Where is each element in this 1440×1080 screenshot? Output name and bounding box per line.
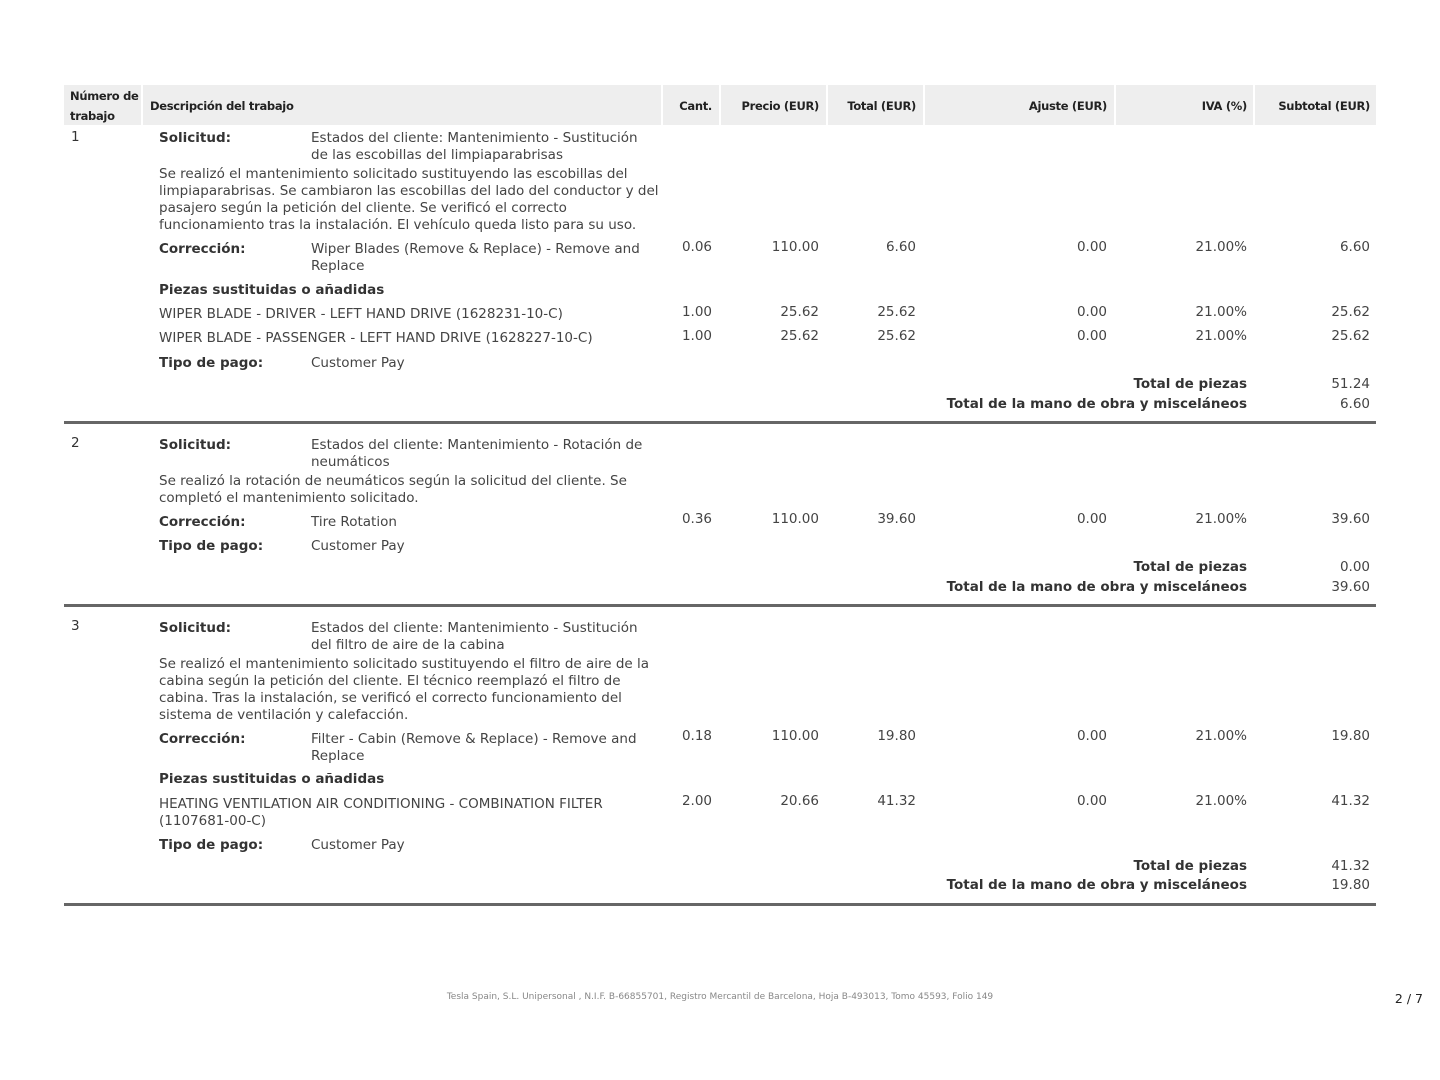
labor-total-value: 19.80 <box>1331 877 1370 893</box>
correction-text: Tire Rotation <box>311 514 397 530</box>
subtotal-cell: 19.80 <box>1331 728 1370 744</box>
price-cell: 110.00 <box>771 728 819 744</box>
header-job-number-line1: Número de <box>70 89 139 103</box>
header-subtotal: Subtotal (EUR) <box>1278 99 1370 113</box>
request-label: Solicitud: <box>159 130 232 146</box>
price-cell: 25.62 <box>780 328 819 344</box>
qty-cell: 1.00 <box>681 304 712 320</box>
qty-cell: 0.18 <box>681 728 712 744</box>
adjust-cell: 0.00 <box>1076 304 1107 320</box>
header-vat: IVA (%) <box>1201 99 1247 113</box>
vat-cell: 21.00% <box>1195 304 1247 320</box>
subtotal-cell: 6.60 <box>1339 239 1370 255</box>
adjust-cell: 0.00 <box>1076 328 1107 344</box>
vat-cell: 21.00% <box>1195 511 1247 527</box>
parts-total-label: Total de piezas <box>1133 376 1247 392</box>
part-description: WIPER BLADE - DRIVER - LEFT HAND DRIVE (1628231-10-C) <box>159 306 563 322</box>
job-divider <box>64 903 1376 906</box>
page-number: 2 / 7 <box>1394 991 1423 1006</box>
labor-total-label: Total de la mano de obra y misceláneos <box>946 396 1247 412</box>
header-description: Descripción del trabajo <box>150 99 294 113</box>
job-notes: funcionamiento tras la instalación. El vehículo queda listo para su uso. <box>159 217 637 233</box>
parts-heading: Piezas sustituidas o añadidas <box>159 771 385 787</box>
correction-text: Replace <box>311 748 365 764</box>
correction-text: Wiper Blades (Remove & Replace) - Remove and <box>311 241 640 257</box>
vat-cell: 21.00% <box>1195 728 1247 744</box>
job-notes: pasajero según la petición del cliente. Se verificó el correcto <box>159 200 567 216</box>
total-cell: 39.60 <box>877 511 916 527</box>
total-cell: 19.80 <box>877 728 916 744</box>
price-cell: 110.00 <box>771 511 819 527</box>
total-cell: 25.62 <box>877 304 916 320</box>
total-cell: 41.32 <box>877 793 916 809</box>
subtotal-cell: 41.32 <box>1331 793 1370 809</box>
job-number: 2 <box>71 435 80 451</box>
request-text: del filtro de aire de la cabina <box>311 637 505 653</box>
qty-cell: 0.36 <box>681 511 712 527</box>
parts-total-value: 51.24 <box>1331 376 1370 392</box>
qty-cell: 2.00 <box>681 793 712 809</box>
legal-footer: Tesla Spain, S.L. Unipersonal , N.I.F. B-66855701, Registro Mercantil de Barcelona, Hoja B-493013, Tomo 45593, Folio 149 <box>446 992 994 1002</box>
vat-cell: 21.00% <box>1195 793 1247 809</box>
payment-label: Tipo de pago: <box>159 837 264 853</box>
part-description: (1107681-00-C) <box>159 813 267 829</box>
payment-label: Tipo de pago: <box>159 355 264 371</box>
job-divider <box>64 604 1376 607</box>
job-number: 3 <box>71 618 80 634</box>
parts-total-label: Total de piezas <box>1133 559 1247 575</box>
job-notes: Se realizó la rotación de neumáticos según la solicitud del cliente. Se <box>159 473 627 489</box>
part-description: WIPER BLADE - PASSENGER - LEFT HAND DRIVE (1628227-10-C) <box>159 330 593 346</box>
vat-cell: 21.00% <box>1195 328 1247 344</box>
payment-type: Customer Pay <box>311 837 405 853</box>
parts-heading: Piezas sustituidas o añadidas <box>159 282 385 298</box>
payment-type: Customer Pay <box>311 355 405 371</box>
header-price: Precio (EUR) <box>741 99 819 113</box>
parts-total-value: 0.00 <box>1339 559 1370 575</box>
request-text: Estados del cliente: Mantenimiento - Rotación de <box>311 437 643 453</box>
qty-cell: 0.06 <box>681 239 712 255</box>
job-notes: cabina. Tras la instalación, se verificó el correcto funcionamiento del <box>159 690 622 706</box>
price-cell: 110.00 <box>771 239 819 255</box>
subtotal-cell: 39.60 <box>1331 511 1370 527</box>
correction-label: Corrección: <box>159 731 246 747</box>
job-notes: cabina según la petición del cliente. El técnico reemplazó el filtro de <box>159 673 621 689</box>
adjust-cell: 0.00 <box>1076 239 1107 255</box>
labor-total-value: 39.60 <box>1331 579 1370 595</box>
header-adjust: Ajuste (EUR) <box>1028 99 1107 113</box>
job-notes: Se realizó el mantenimiento solicitado sustituyendo las escobillas del <box>159 166 628 182</box>
correction-label: Corrección: <box>159 514 246 530</box>
job-divider <box>64 421 1376 424</box>
labor-total-label: Total de la mano de obra y misceláneos <box>946 579 1247 595</box>
header-qty: Cant. <box>679 99 712 113</box>
part-description: HEATING VENTILATION AIR CONDITIONING - COMBINATION FILTER <box>159 796 603 812</box>
payment-label: Tipo de pago: <box>159 538 264 554</box>
request-text: Estados del cliente: Mantenimiento - Sustitución <box>311 130 638 146</box>
labor-total-value: 6.60 <box>1339 396 1370 412</box>
request-text: neumáticos <box>311 454 390 470</box>
adjust-cell: 0.00 <box>1076 728 1107 744</box>
request-text: Estados del cliente: Mantenimiento - Sustitución <box>311 620 638 636</box>
parts-total-value: 41.32 <box>1331 858 1370 874</box>
payment-type: Customer Pay <box>311 538 405 554</box>
correction-text: Filter - Cabin (Remove & Replace) - Remove and <box>311 731 637 747</box>
job-number: 1 <box>71 129 80 145</box>
subtotal-cell: 25.62 <box>1331 328 1370 344</box>
adjust-cell: 0.00 <box>1076 793 1107 809</box>
job-notes: limpiaparabrisas. Se cambiaron las escobillas del lado del conductor y del <box>159 183 659 199</box>
total-cell: 6.60 <box>885 239 916 255</box>
header-job-number-line2: trabajo <box>70 109 115 123</box>
request-label: Solicitud: <box>159 620 232 636</box>
labor-total-label: Total de la mano de obra y misceláneos <box>946 877 1247 893</box>
request-label: Solicitud: <box>159 437 232 453</box>
parts-total-label: Total de piezas <box>1133 858 1247 874</box>
job-notes: sistema de ventilación y calefacción. <box>159 707 409 723</box>
price-cell: 20.66 <box>780 793 819 809</box>
vat-cell: 21.00% <box>1195 239 1247 255</box>
total-cell: 25.62 <box>877 328 916 344</box>
price-cell: 25.62 <box>780 304 819 320</box>
header-total: Total (EUR) <box>847 99 916 113</box>
job-notes: completó el mantenimiento solicitado. <box>159 490 419 506</box>
adjust-cell: 0.00 <box>1076 511 1107 527</box>
request-text: de las escobillas del limpiaparabrisas <box>311 147 563 163</box>
correction-text: Replace <box>311 258 365 274</box>
qty-cell: 1.00 <box>681 328 712 344</box>
subtotal-cell: 25.62 <box>1331 304 1370 320</box>
job-notes: Se realizó el mantenimiento solicitado sustituyendo el filtro de aire de la <box>159 656 650 672</box>
correction-label: Corrección: <box>159 241 246 257</box>
